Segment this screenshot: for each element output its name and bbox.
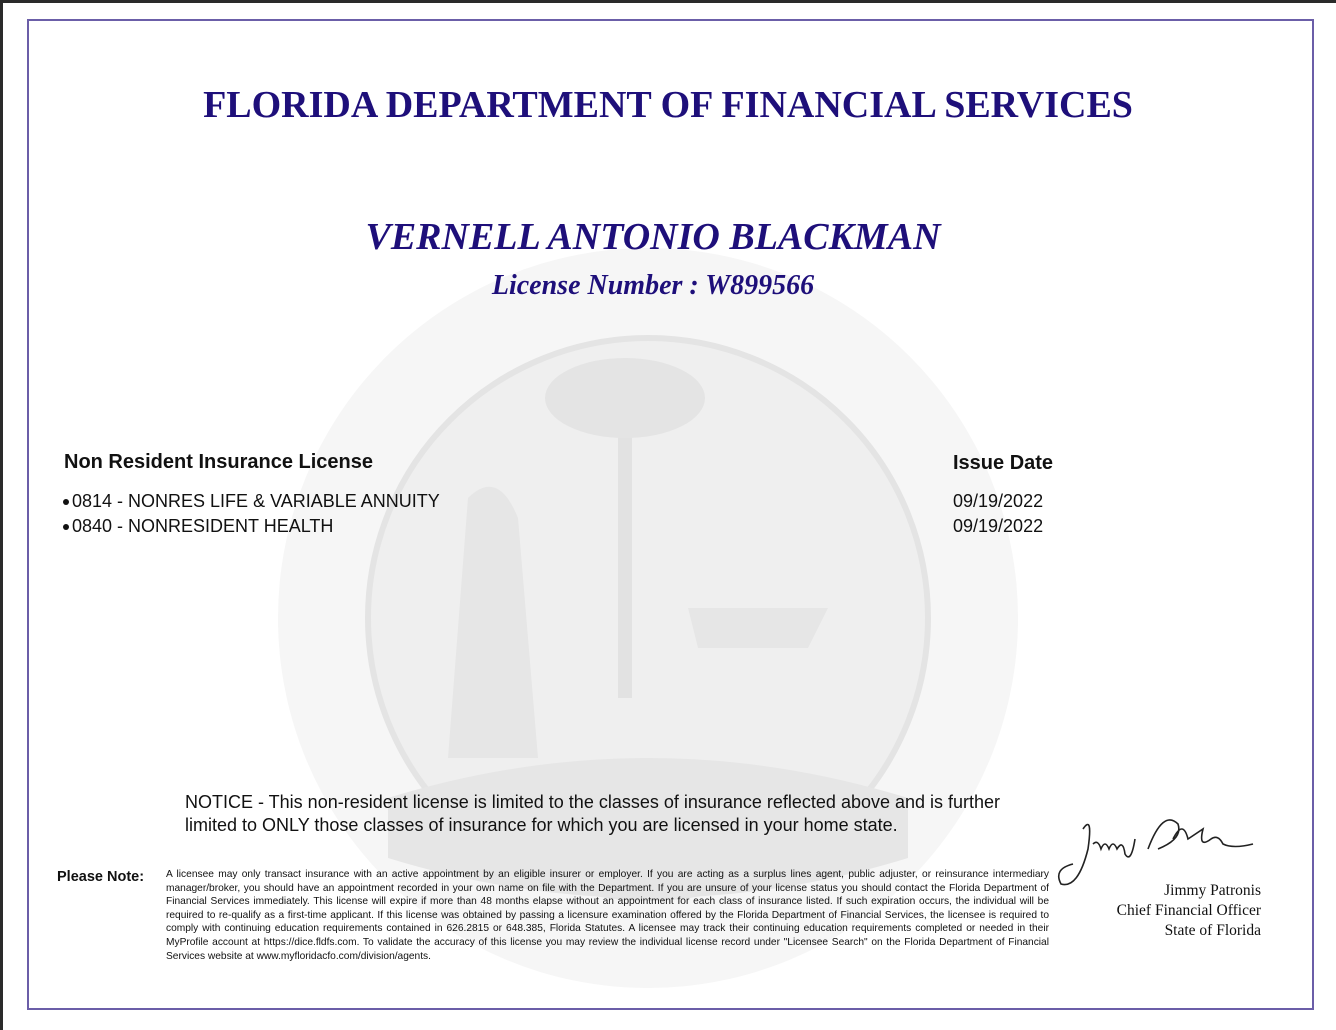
license-class-label: 0840 - NONRESIDENT HEALTH xyxy=(72,516,334,536)
bullet-icon xyxy=(63,499,69,505)
licensee-name: VERNELL ANTONIO BLACKMAN xyxy=(365,216,941,258)
license-number: License Number : W899566 xyxy=(491,270,815,301)
department-title: FLORIDA DEPARTMENT OF FINANCIAL SERVICES xyxy=(203,84,1133,126)
certificate-page xyxy=(3,3,1336,1030)
issue-date-heading: Issue Date xyxy=(953,452,1054,474)
signatory-title: Chief Financial Officer xyxy=(1116,902,1261,919)
signatory-block xyxy=(1117,881,1261,941)
signatory-name: Jimmy Patronis xyxy=(1164,882,1261,899)
license-issue-date: 09/19/2022 xyxy=(953,491,1044,511)
license-type-heading: Non Resident Insurance License xyxy=(64,451,373,473)
license-class-item xyxy=(63,516,333,537)
please-note-label: Please Note: xyxy=(57,869,145,885)
signatory-org: State of Florida xyxy=(1164,922,1261,939)
license-issue-date: 09/19/2022 xyxy=(953,516,1044,536)
license-class-label: 0814 - NONRES LIFE & VARIABLE ANNUITY xyxy=(72,491,440,511)
nonresident-notice: NOTICE - This non-resident license is limited to the classes of insurance reflected above and is further limited to ONLY those classes of insurance for which you are licensed in your home state. xyxy=(185,792,1001,835)
license-class-item xyxy=(63,491,440,512)
bullet-icon xyxy=(63,524,69,530)
please-note-text: A licensee may only transact insurance with an active appointment by an eligible insurer or employer. If you are acting as a surplus lines agent, public adjuster, or reinsurance intermediary manager/broker, you should have an appointment recorded in your own name on file with the Department. If you are unsure of your license status you should contact the Florida Department of Financial Services immediately. This license will expire if more than 48 months elapse without an appointment for each class of insurance listed. If such expiration occurs, the individual will be required to re-qualify as a first-time applicant. If this license was obtained by passing a licensure examination offered by the Florida Department of Financial Services, the licensee is required to comply with continuing education requirements contained in 626.2815 or 648.385, Florida Statutes. A licensee may track their continuing education requirements completed or needed in their MyProfile account at https://dice.fldfs.com. To validate the accuracy of this license you may review the individual license record under "Licensee Search" on the Florida Department of Financial Services website at www.myfloridacfo.com/division/agents. xyxy=(166,869,1049,962)
